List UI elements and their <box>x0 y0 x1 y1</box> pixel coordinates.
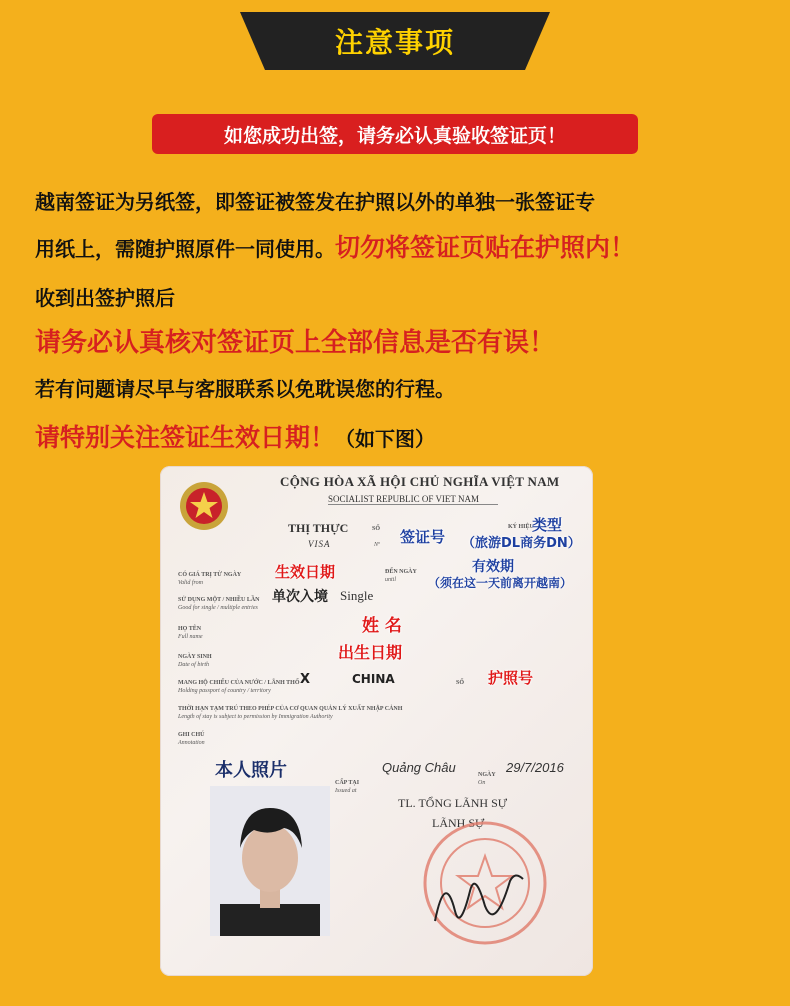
label-passport-country: Holding passport of country / territory <box>178 688 271 694</box>
value-issue-place: Quảng Châu <box>382 760 456 775</box>
label-entries: Good for single / multiple entries <box>178 605 258 611</box>
label-cap-tai: CẤP TẠI <box>335 780 360 786</box>
label-entries-vn: SỬ DỤNG MỘT / NHIỀU LẦN <box>178 597 260 603</box>
label-den-ngay: ĐẾN NGÀY <box>385 569 417 575</box>
note-visa-type-detail: （旅游DL商务DN） <box>462 536 581 551</box>
national-emblem-icon <box>178 480 230 532</box>
text-line-2-warning: 切勿将签证页贴在护照内！ <box>335 233 636 262</box>
visa-header-vn: CỘNG HÒA XÃ HỘI CHỦ NGHĨA VIỆT NAM <box>280 474 560 489</box>
label-so: SỐ <box>372 526 381 532</box>
note-effective-date: 生效日期 <box>275 563 336 581</box>
note-photo: 本人照片 <box>215 760 287 781</box>
label-ky-hieu: KÝ HIỆU <box>508 524 534 530</box>
note-expiry-detail: （须在这一天前离开越南） <box>428 576 573 590</box>
person-silhouette-icon <box>210 786 330 936</box>
header-banner <box>240 12 550 70</box>
note-date-of-birth: 出生日期 <box>338 643 403 662</box>
text-line-6 <box>35 418 435 454</box>
applicant-photo <box>210 786 330 936</box>
label-annotation: Annotation <box>178 740 205 746</box>
label-valid-from-vn: CÓ GIÁ TRỊ TỪ NGÀY <box>178 572 242 578</box>
note-expiry: 有效期 <box>472 559 514 575</box>
text-line-6-warning: 请特别关注签证生效日期！ <box>35 423 336 452</box>
value-issue-date: 29/7/2016 <box>506 760 564 775</box>
visa-sample <box>160 466 593 976</box>
label-passport-country-vn: MANG HỘ CHIẾU CỦA NƯỚC / LÃNH THỔ <box>178 680 300 686</box>
signature-icon <box>415 851 535 941</box>
text-line-3: 收到出签护照后 <box>35 286 175 310</box>
page-title: 注意事项 <box>334 26 455 59</box>
header-divider <box>328 504 498 505</box>
value-single: Single <box>340 588 374 603</box>
label-so-2: SỐ <box>456 680 465 686</box>
visa-title-en: VISA <box>308 539 331 549</box>
label-until: until <box>385 577 397 583</box>
note-single-entry: 单次入境 <box>272 589 328 605</box>
label-no: Nº <box>374 542 380 548</box>
value-country: CHINA <box>352 672 395 686</box>
mark-x: X <box>300 672 311 687</box>
text-line-2 <box>35 228 635 264</box>
label-ho-ten: HỌ TÊN <box>178 626 202 632</box>
value-signatory-title: TL. TỔNG LÃNH SỰ <box>398 796 508 810</box>
label-length-of-stay: Length of stay is subject to permission by Immigration Authority <box>178 714 333 720</box>
text-line-6-note: （如下图） <box>335 427 436 451</box>
text-line-1: 越南签证为另纸签，即签证被签发在护照以外的单独一张签证专 <box>35 190 595 214</box>
visa-header-en: SOCIALIST REPUBLIC OF VIET NAM <box>328 494 480 504</box>
text-line-5: 若有问题请尽早与客服联系以免耽误您的行程。 <box>35 377 455 401</box>
note-name: 姓 名 <box>362 616 402 636</box>
text-line-4-warning: 请务必认真核对签证页上全部信息是否有误！ <box>35 328 556 358</box>
value-signatory-role: LÃNH SỰ <box>432 816 485 830</box>
note-visa-number: 签证号 <box>400 528 446 546</box>
label-full-name: Full name <box>178 634 203 640</box>
text-line-2-normal: 用纸上，需随护照原件一同使用。 <box>35 237 335 261</box>
label-ghi-chu: GHI CHÚ <box>178 732 205 738</box>
label-valid-from: Valid from <box>178 580 203 586</box>
label-stay-vn: THỜI HẠN TẠM TRÚ THEO PHÉP CỦA CƠ QUAN QUẢN LÝ XUẤT NHẬP CẢNH <box>178 706 403 712</box>
visa-title-vn: THỊ THỰC <box>288 521 349 535</box>
note-passport-number: 护照号 <box>488 669 534 687</box>
note-visa-type: 类型 <box>532 516 563 534</box>
label-date-of-birth: Date of birth <box>178 662 209 668</box>
label-ngay-sinh: NGÀY SINH <box>178 654 212 660</box>
notice-box: 如您成功出签，请务必认真验收签证页！ <box>152 114 638 154</box>
label-on: On <box>478 780 486 786</box>
label-ngay-on: NGÀY <box>478 772 496 778</box>
label-issued-at: Issued at <box>335 788 357 794</box>
